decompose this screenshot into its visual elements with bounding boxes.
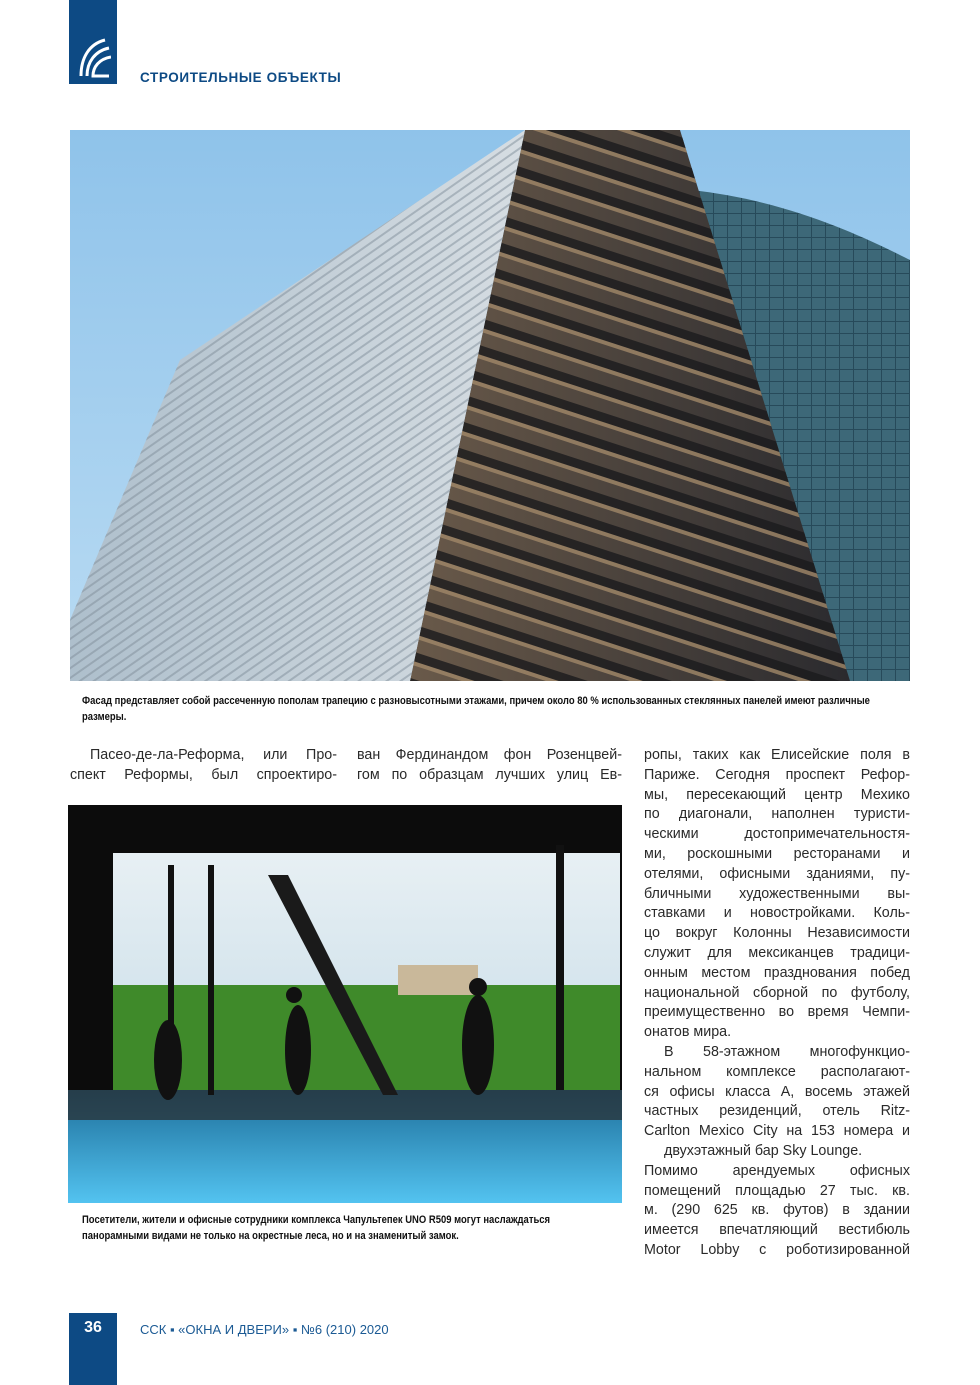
text-line: по диагонали, наполнен туристи- [644,806,910,823]
text-line: мы, пересекающий центр Мехико [644,786,910,803]
text-line: ван Фердинандом фон Розенцвей- [357,747,622,763]
building-facade-photo [70,130,910,681]
text-line: цо вокруг Колонны Независимости [644,925,910,942]
panorama-photo [68,805,622,1203]
text-line: ставками и новостройками. Коль- [644,905,910,922]
text-line: национальной сборной по футболу, [644,984,910,1001]
text-line: В 58-этажном многофункцио- [664,1043,910,1060]
publication-footer: ССК ▪ «ОКНА И ДВЕРИ» ▪ №6 (210) 2020 [140,1322,389,1337]
text-line: бличными художественными вы- [644,885,910,902]
text-line: м. (290 625 кв. футов) в здании [644,1202,910,1219]
text-line: Помимо арендуемых офисных [644,1162,910,1179]
text-line: Motor Lobby с роботизированной [644,1241,910,1258]
text-line: ческими достопримечательностя- [644,826,910,843]
text-line: Carlton Mexico City на 153 номера и [644,1123,910,1140]
text-line: частных резиденций, отель Ritz- [644,1103,910,1120]
section-title: СТРОИТЕЛЬНЫЕ ОБЪЕКТЫ [140,70,342,85]
article-column-1 [70,746,337,786]
text-line: гом по образцам лучших улиц Ев- [357,766,622,783]
text-line: нальном комплексе располагают- [644,1063,910,1080]
text-line: двухэтажный бар Sky Lounge. [664,1142,863,1159]
page-number-box [69,1313,117,1385]
text-line: спект Реформы, был спроектиро- [70,766,337,783]
page-number: 36 [84,1319,102,1336]
text-line: имеется впечатляющий вестибюль [644,1222,910,1239]
article-column-3 [644,746,910,1261]
text-line: помещений площадью 27 тыс. кв. [644,1182,910,1199]
text-line: ропы, таких как Елисейские поля в [644,747,910,763]
logo-icon [75,36,111,80]
text-line: ся офисы класса А, восемь этажей [644,1083,910,1100]
text-line: Пасео-де-ла-Реформа, или Про- [90,747,337,763]
text-line: Париже. Сегодня проспект Рефор- [644,766,910,783]
photo-caption: Посетители, жители и офисные сотрудники комплекса Чапультепек UNO R509 могут наслаждаться панорамными видами не только на окрестные леса, но и на знаменитый замок. [82,1214,551,1242]
photo-caption: Фасад представляет собой рассеченную пополам трапецию с разновысотными этажами, причем около 80 % использованных стеклянных панелей имеют различные размеры. [82,695,870,723]
text-line: онным местом празднования побед [644,964,910,981]
text-line: отелями, офисными зданиями, пу- [644,865,910,882]
text-line: онатов мира. [644,1024,732,1041]
article-column-2 [357,746,622,786]
text-line: служит для мексиканцев традици- [644,944,910,961]
text-line: преимущественно во время Чемпи- [644,1004,910,1021]
header-bar [69,0,117,84]
text-line: ми, роскошными ресторанами и [644,845,910,862]
